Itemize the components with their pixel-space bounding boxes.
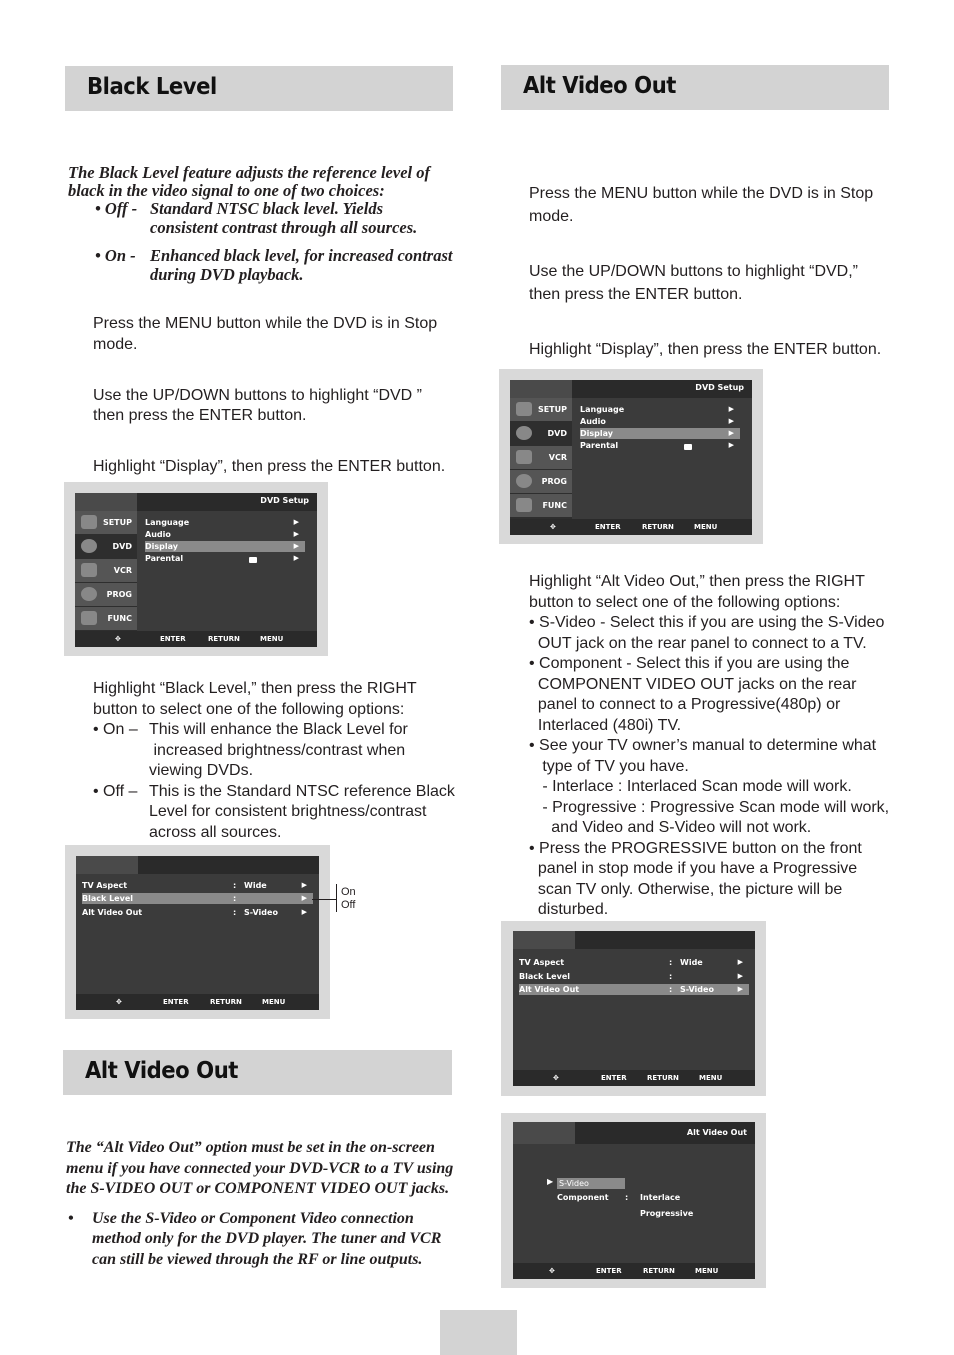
osd-footer bbox=[76, 994, 319, 1010]
right-step1-line2: mode. bbox=[529, 208, 574, 225]
right-step4-line: disturbed. bbox=[529, 901, 609, 918]
right-dvd-setup-screenshot bbox=[499, 369, 763, 544]
osd-header bbox=[510, 380, 752, 398]
osd-title: DVD Setup bbox=[260, 496, 309, 505]
osd-sidebar bbox=[510, 398, 572, 519]
osd-header bbox=[513, 1122, 755, 1144]
right-step4-line: panel to connect to a Progressive(480p) or bbox=[529, 696, 841, 713]
right-step4-line: • See your TV owner’s manual to determine what bbox=[529, 737, 877, 754]
on-option-line1: Enhanced black level, for increased contrast bbox=[150, 246, 453, 265]
gear-icon bbox=[516, 402, 532, 416]
enter-label: ENTER bbox=[595, 523, 621, 531]
alt-video-out-title-right: Alt Video Out bbox=[523, 73, 676, 99]
nav-icon: ✥ bbox=[549, 1267, 555, 1275]
left-step1-line1: Press the MENU button while the DVD is in Stop bbox=[93, 315, 438, 332]
osd-menu-parental: Parental ▶ bbox=[145, 554, 299, 563]
osd-alt-component: Component : Interlace bbox=[557, 1193, 681, 1202]
menu-label: MENU bbox=[260, 635, 284, 643]
right-step4-line: OUT jack on the rear panel to connect to a TV. bbox=[529, 634, 867, 652]
note-line1: The “Alt Video Out” option must be set in the on-screen bbox=[66, 1139, 435, 1156]
right-step4-line: - Progressive : Progressive Scan mode will work, bbox=[529, 798, 890, 816]
clock-icon bbox=[516, 474, 532, 488]
menu-label: MENU bbox=[262, 998, 286, 1006]
left-step4-line1: Highlight “Black Level,” then press the RIGHT bbox=[93, 680, 417, 697]
right-step2-line1: Use the UP/DOWN buttons to highlight “DVD,” bbox=[529, 263, 859, 280]
off-option-line2: consistent contrast through all sources. bbox=[150, 218, 418, 237]
menu-label: MENU bbox=[695, 1267, 719, 1275]
alt-video-out-header-left bbox=[63, 1050, 452, 1095]
osd-menu-display: Display ▶ bbox=[145, 541, 305, 552]
osd-menu-audio: Audio ▶ bbox=[580, 417, 734, 426]
menu-label: MENU bbox=[699, 1074, 723, 1082]
note-bullet-line3: can still be viewed through the RF or line outputs. bbox=[92, 1251, 423, 1268]
nav-icon: ✥ bbox=[116, 998, 122, 1006]
right-step4-line: Interlaced (480i) TV. bbox=[529, 716, 682, 734]
off-line3: across all sources. bbox=[149, 824, 282, 841]
left-step3: Highlight “Display”, then press the ENTER button. bbox=[93, 458, 446, 475]
osd-menu-language: Language ▶ bbox=[145, 518, 299, 527]
enter-label: ENTER bbox=[596, 1267, 622, 1275]
right-step1-line1: Press the MENU button while the DVD is in Stop bbox=[529, 185, 874, 202]
alt-video-out-header-right bbox=[501, 65, 889, 110]
osd-screen bbox=[513, 931, 755, 1086]
vcr-icon bbox=[516, 450, 532, 464]
note-bullet-line2: method only for the DVD player. The tuner and VCR bbox=[92, 1230, 442, 1247]
left-step1-line2: mode. bbox=[93, 336, 138, 353]
osd-row-black-level: Black Level : ▶ bbox=[82, 893, 313, 904]
on-option-line2: during DVD playback. bbox=[150, 265, 304, 284]
osd-sidebar-prog: PROG bbox=[510, 470, 572, 494]
on-line1: This will enhance the Black Level for bbox=[149, 721, 408, 738]
right-step4-line: • Component - Select this if you are using the bbox=[529, 655, 850, 672]
return-label: RETURN bbox=[643, 1267, 675, 1275]
osd-row-tv-aspect: TV Aspect : Wide ▶ bbox=[519, 958, 743, 967]
selection-arrow-icon: ▶ bbox=[547, 1177, 554, 1186]
off-option-line1: Standard NTSC black level. Yields bbox=[150, 199, 383, 218]
osd-footer bbox=[75, 631, 317, 647]
osd-row-alt-video-out: Alt Video Out : S-Video ▶ bbox=[82, 908, 307, 917]
osd-sidebar-func: FUNC bbox=[510, 494, 572, 518]
black-level-intro-1: The Black Level feature adjusts the reference level of bbox=[68, 163, 430, 182]
right-step4-line: button to select one of the following options: bbox=[529, 593, 841, 611]
lock-icon bbox=[684, 444, 692, 450]
black-level-title: Black Level bbox=[87, 74, 217, 100]
osd-row-alt-video-out: Alt Video Out : S-Video ▶ bbox=[519, 984, 749, 995]
on-line2: increased brightness/contrast when bbox=[149, 742, 406, 759]
right-step4-line: panel in stop mode if you have a Progressive bbox=[529, 860, 858, 877]
osd-footer bbox=[510, 519, 752, 535]
osd-title: DVD Setup bbox=[695, 383, 744, 392]
gear-icon bbox=[81, 515, 97, 529]
osd-alt-svideo: S-Video bbox=[557, 1178, 625, 1189]
off-line1: This is the Standard NTSC reference Black bbox=[149, 783, 455, 800]
right-alt-video-screenshot bbox=[501, 1113, 766, 1288]
left-step2-line2: then press the ENTER button. bbox=[93, 407, 307, 424]
osd-row-black-level: Black Level : ▶ bbox=[519, 972, 743, 981]
right-step3: Highlight “Display”, then press the ENTER button. bbox=[529, 341, 882, 358]
popup-on: On bbox=[341, 886, 356, 898]
on-option-key: • On - bbox=[95, 246, 136, 265]
right-step4-line: scan TV only. Otherwise, the picture will be bbox=[529, 880, 843, 898]
osd-header bbox=[75, 493, 317, 511]
osd-sidebar-setup: SETUP bbox=[510, 398, 572, 422]
osd-sidebar-vcr: VCR bbox=[75, 559, 137, 583]
popup-off: Off bbox=[341, 899, 356, 911]
black-level-header bbox=[65, 66, 453, 111]
on-key: • On – bbox=[93, 721, 138, 738]
right-step4-line: • Press the PROGRESSIVE button on the front bbox=[529, 839, 862, 857]
off-key: • Off – bbox=[93, 783, 138, 800]
lock-icon bbox=[249, 557, 257, 563]
clock-icon bbox=[81, 587, 97, 601]
nav-icon: ✥ bbox=[115, 635, 121, 643]
right-display-screenshot bbox=[501, 921, 766, 1096]
enter-label: ENTER bbox=[601, 1074, 627, 1082]
osd-sidebar-prog: PROG bbox=[75, 583, 137, 607]
osd-sidebar-vcr: VCR bbox=[510, 446, 572, 470]
osd-header bbox=[76, 856, 319, 874]
enter-label: ENTER bbox=[163, 998, 189, 1006]
osd-screen bbox=[510, 380, 752, 535]
function-icon bbox=[516, 498, 532, 512]
osd-screen bbox=[76, 856, 319, 1010]
black-level-intro-2: black in the video signal to one of two choices: bbox=[68, 181, 385, 200]
vcr-icon bbox=[81, 563, 97, 577]
osd-sidebar-dvd: DVD bbox=[510, 422, 572, 446]
right-step4-line: Highlight “Alt Video Out,” then press the RIGHT bbox=[529, 573, 865, 590]
osd-footer bbox=[513, 1263, 755, 1279]
return-label: RETURN bbox=[208, 635, 240, 643]
function-icon bbox=[81, 611, 97, 625]
nav-icon: ✥ bbox=[553, 1074, 559, 1082]
note-line3: the S-VIDEO OUT or COMPONENT VIDEO OUT jacks. bbox=[66, 1180, 450, 1197]
osd-title: Alt Video Out bbox=[686, 1128, 747, 1137]
osd-menu-parental: Parental ▶ bbox=[580, 441, 734, 450]
left-dvd-setup-screenshot bbox=[64, 482, 328, 656]
osd-sidebar-setup: SETUP bbox=[75, 511, 137, 535]
note-bullet: • bbox=[68, 1210, 74, 1227]
osd-menu-display: Display ▶ bbox=[580, 428, 740, 439]
off-option-key: • Off - bbox=[95, 199, 138, 218]
enter-label: ENTER bbox=[160, 635, 186, 643]
left-step4-line2: button to select one of the following options: bbox=[93, 701, 405, 718]
right-step4-line: COMPONENT VIDEO OUT jacks on the rear bbox=[529, 675, 857, 693]
popup-connector-line bbox=[312, 899, 336, 900]
menu-label: MENU bbox=[694, 523, 718, 531]
osd-screen bbox=[513, 1122, 755, 1279]
osd-sidebar bbox=[75, 511, 137, 631]
osd-menu-audio: Audio ▶ bbox=[145, 530, 299, 539]
osd-footer bbox=[513, 1070, 755, 1086]
right-step4-line: type of TV you have. bbox=[529, 757, 689, 775]
return-label: RETURN bbox=[647, 1074, 679, 1082]
osd-screen bbox=[75, 493, 317, 647]
page-number-box bbox=[440, 1310, 517, 1355]
osd-alt-progressive: Progressive bbox=[640, 1209, 694, 1218]
nav-icon: ✥ bbox=[550, 523, 556, 531]
osd-sidebar-dvd: DVD bbox=[75, 535, 137, 559]
osd-menu-language: Language ▶ bbox=[580, 405, 734, 414]
popup-bracket bbox=[336, 884, 337, 912]
return-label: RETURN bbox=[210, 998, 242, 1006]
disc-icon bbox=[516, 426, 532, 440]
return-label: RETURN bbox=[642, 523, 674, 531]
disc-icon bbox=[81, 539, 97, 553]
right-step4-line: • S-Video - Select this if you are using the S-Video bbox=[529, 614, 885, 631]
osd-header bbox=[513, 931, 755, 949]
note-line2: menu if you have connected your DVD-VCR to a TV using bbox=[66, 1160, 454, 1177]
right-step4-line: - Interlace : Interlaced Scan mode will work. bbox=[529, 778, 852, 795]
osd-row-tv-aspect: TV Aspect : Wide ▶ bbox=[82, 881, 307, 890]
note-bullet-line1: Use the S-Video or Component Video connection bbox=[92, 1210, 414, 1227]
osd-sidebar-func: FUNC bbox=[75, 607, 137, 631]
right-step4-line: and Video and S-Video will not work. bbox=[529, 819, 812, 836]
left-display-screenshot bbox=[65, 845, 330, 1019]
off-line2: Level for consistent brightness/contrast bbox=[149, 803, 427, 820]
left-step2-line1: Use the UP/DOWN buttons to highlight “DVD ” bbox=[93, 387, 423, 404]
alt-video-out-title-left: Alt Video Out bbox=[85, 1058, 238, 1084]
right-step2-line2: then press the ENTER button. bbox=[529, 286, 743, 303]
on-line3: viewing DVDs. bbox=[149, 762, 254, 779]
